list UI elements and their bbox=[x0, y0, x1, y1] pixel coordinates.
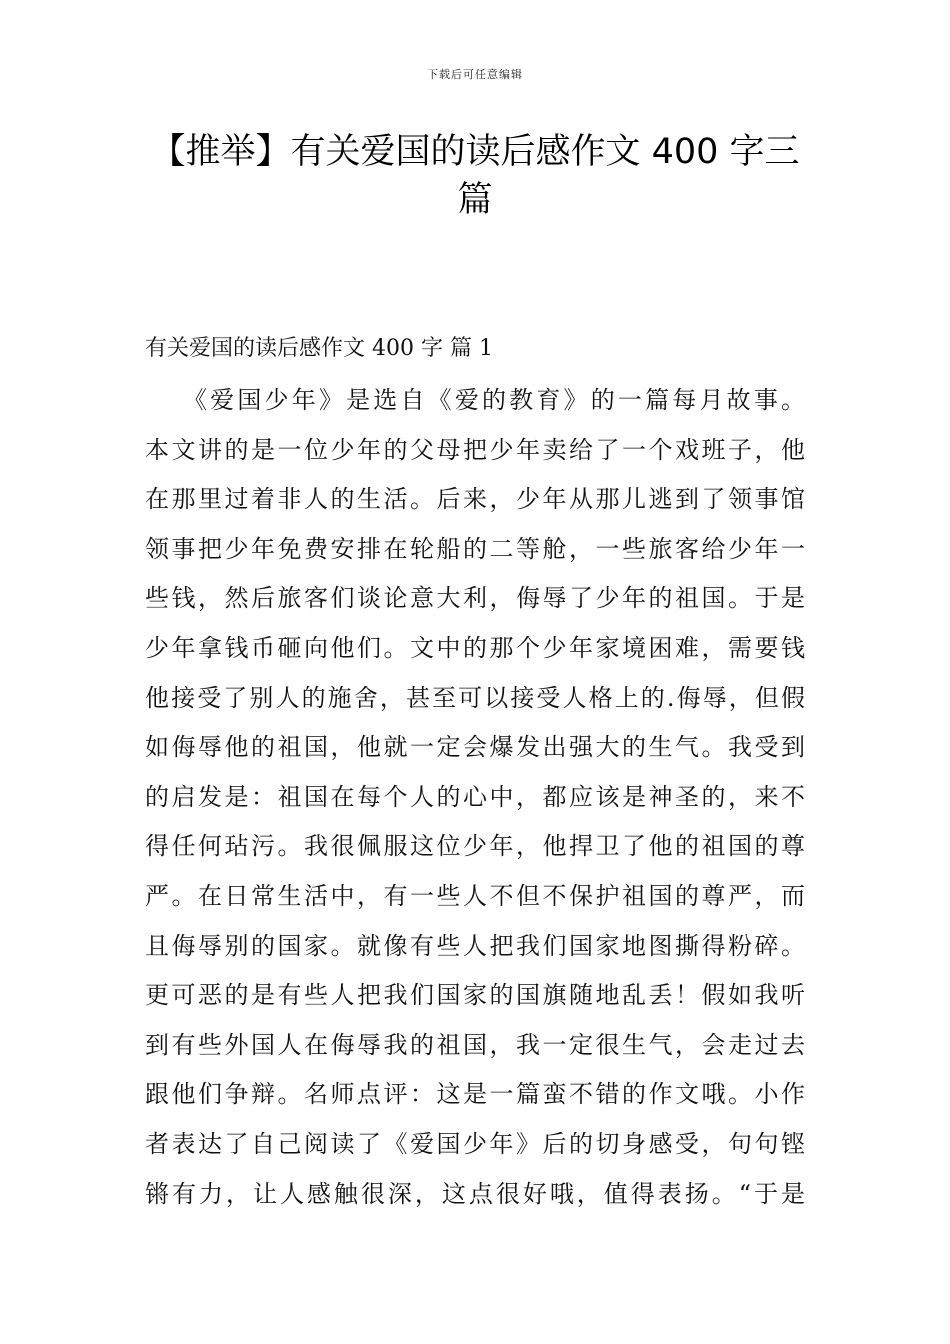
body-line: 到有些外国人在侮辱我的祖国，我一定很生气，会走过去 bbox=[145, 1030, 805, 1059]
body-line: 如侮辱他的祖国，他就一定会爆发出强大的生气。我受到 bbox=[145, 733, 805, 762]
body-line: 锵有力，让人感触很深，这点很好哦，值得表扬。“于是 bbox=[145, 1179, 805, 1208]
body-paragraph bbox=[145, 376, 805, 1219]
body-line: 些钱，然后旅客们谈论意大利，侮辱了少年的祖国。于是 bbox=[145, 584, 805, 613]
body-line: 者表达了自己阅读了《爱国少年》后的切身感受，句句铿 bbox=[145, 1129, 805, 1158]
document-title bbox=[145, 128, 805, 224]
body-line: 更可恶的是有些人把我们国家的国旗随地乱丢！假如我听 bbox=[145, 981, 805, 1010]
body-line: 且侮辱别的国家。就像有些人把我们国家地图撕得粉碎。 bbox=[145, 931, 805, 960]
body-line: 得任何玷污。我很佩服这位少年，他捍卫了他的祖国的尊 bbox=[145, 832, 805, 861]
body-line: 本文讲的是一位少年的父母把少年卖给了一个戏班子，他 bbox=[145, 435, 805, 464]
body-line: 的启发是：祖国在每个人的心中，都应该是神圣的，来不 bbox=[145, 782, 805, 811]
body-line: 《爱国少年》是选自《爱的教育》的一篇每月故事。 bbox=[183, 386, 805, 414]
section-heading: 有关爱国的读后感作文 400 字 篇 1 bbox=[145, 336, 493, 361]
body-line: 他接受了别人的施舍，甚至可以接受人格上的.侮辱，但假 bbox=[145, 683, 805, 712]
body-line: 领事把少年免费安排在轮船的二等舱，一些旅客给少年一 bbox=[145, 534, 805, 563]
header-note: 下载后可任意编辑 bbox=[427, 68, 523, 81]
body-line: 跟他们争辩。名师点评：这是一篇蛮不错的作文哦。小作 bbox=[145, 1080, 805, 1109]
body-line: 在那里过着非人的生活。后来，少年从那儿逃到了领事馆 bbox=[145, 485, 805, 514]
body-line: 严。在日常生活中，有一些人不但不保护祖国的尊严，而 bbox=[145, 881, 805, 910]
title-line-2: 篇 bbox=[457, 180, 493, 220]
title-line-1: 【推举】有关爱国的读后感作文 400 字三 bbox=[150, 132, 800, 172]
body-line: 少年拿钱币砸向他们。文中的那个少年家境困难，需要钱 bbox=[145, 633, 805, 662]
